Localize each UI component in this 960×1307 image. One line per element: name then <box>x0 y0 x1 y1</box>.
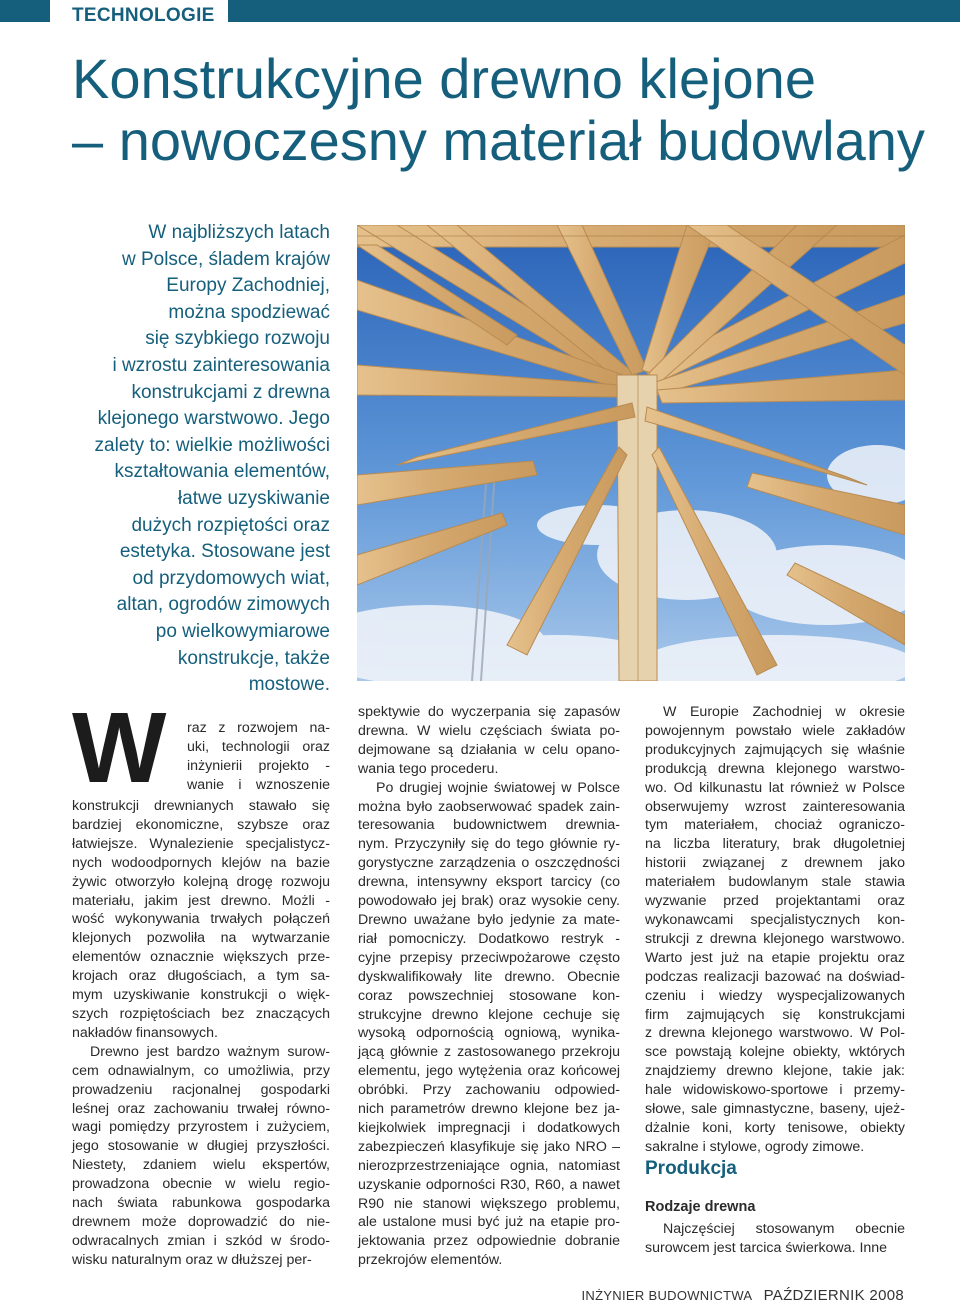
text-line: powodowało jej brak) oraz wysokie ceny. <box>358 893 620 910</box>
text-line: elementu, jego wytężenia oraz końcowej <box>358 1063 620 1080</box>
text-line: nach świata rabunkowa gospodarka <box>72 1195 330 1212</box>
section-label: TECHNOLOGIE <box>62 0 225 30</box>
text-line: można było zaobserwować spadek zain- <box>358 798 620 815</box>
text-line: Najczęściej stosowanym obecnie <box>663 1221 905 1237</box>
text-line: jącą głównie z zastosowanego przekroju <box>358 1044 620 1061</box>
text-line: nierozprzestrzeniające ognia, natomiast <box>358 1157 620 1174</box>
text-line: coraz powszechniej stosowane kon- <box>358 987 620 1004</box>
text-line: przekrojów elementów. <box>358 1252 503 1269</box>
text-line: firm zajmujących się konstrukcjami <box>645 1006 905 1023</box>
lead-line: altan, ogrodów zimowych <box>116 594 330 616</box>
text-line: historii związanej z drewnem jako <box>645 855 905 872</box>
text-line: drewna. W wielu częściach świata po- <box>358 722 620 739</box>
text-line: krojach oraz długościach, a tym sa- <box>72 968 330 985</box>
text-line: znajdziemy drewno klejone, takie jak: <box>645 1063 905 1080</box>
drop-cap: W <box>72 692 167 804</box>
text-line: z drewna klejonego warstwowo. W Pol- <box>645 1025 905 1042</box>
text-line: wisku naturalnym oraz w dłuższej per- <box>72 1251 312 1268</box>
lead-line: kształtowania elementów, <box>114 461 330 483</box>
lead-line: konstrukcjami z drewna <box>131 381 330 403</box>
timber-roof-frame-photo <box>357 225 905 681</box>
text-line: dyskwalifikowały lite drewno. Obecnie <box>358 968 620 985</box>
text-line: strukcji z drewna klejonego warstwowo. <box>645 930 905 947</box>
text-line: elementów oznacznie większych prze- <box>72 949 330 966</box>
text-line: zabezpieczeń klasyfikuje się jako NRO – <box>358 1138 620 1155</box>
lead-line: mostowe. <box>248 674 330 696</box>
title-line-1: Konstrukcyjne drewno klejone <box>72 47 816 110</box>
text-line: Po drugiej wojnie światowej w Polsce <box>376 779 620 796</box>
lead-line: się szybkiego rozwoju <box>145 328 330 350</box>
text-line: gorystyczne zarządzenia o oszczędności <box>358 855 620 872</box>
text-line: prowadzona obecnie w wielu regio- <box>72 1176 330 1193</box>
text-line: drewnem może doprowadzić do nie- <box>72 1213 330 1230</box>
text-line: cyjne przepisy przeciwpożarowe często <box>358 949 620 966</box>
text-line: konstrukcji drewnianych stawało się <box>72 798 330 814</box>
text-line: szych rozpiętościach bez znaczących <box>72 1005 330 1022</box>
text-line: podczas realizacji bazować na doświad- <box>645 968 905 985</box>
text-line: materiałem budowlanym stale stawia <box>645 874 905 891</box>
text-line: dejmowane są działania w celu opano- <box>358 741 620 758</box>
text-line: strukcyjne drewno klejone cechuje się <box>358 1006 620 1023</box>
text-line: wagi pomiędzy przyrostem i zużyciem, <box>72 1119 330 1136</box>
text-line: wo. Od kilkunastu lat również w Polsce <box>645 779 905 796</box>
text-line: obróbki. Przy zachowaniu odpowied- <box>358 1082 620 1099</box>
subheading-rodzaje-drewna: Rodzaje drewna <box>645 1199 756 1215</box>
text-line: mym uzyskiwanie konstrukcji o więk- <box>72 987 330 1004</box>
text-line: Niestety, zdaniem wielu ekspertów, <box>72 1157 330 1174</box>
column-3 <box>645 703 905 1157</box>
lead-line: po wielkowymiarowe <box>155 620 330 642</box>
text-line: sce powstają kolejne obiekty, wktórych <box>645 1044 905 1061</box>
text-line: Drewno jest bardzo ważnym surow- <box>90 1043 330 1060</box>
lead-line: i wzrostu zainteresowania <box>112 354 330 376</box>
text-line: surowcem jest tarcica świerkowa. Inne <box>645 1239 888 1256</box>
lead-line: łatwe uzyskiwanie <box>177 487 330 509</box>
lead-line: Europy Zachodniej, <box>166 275 330 297</box>
text-line: tym materiałem, chociaż ograniczo- <box>645 817 905 834</box>
text-line: dżalnie koni, korty tenisowe, obiekty <box>645 1119 905 1136</box>
lead-line: W najbliższych latach <box>148 222 330 243</box>
text-line: sakralne i stylowe, ogrody zimowe. <box>645 1138 865 1155</box>
lead-line: konstrukcje, także <box>177 647 330 669</box>
text-line: uki, technologii oraz <box>187 738 330 755</box>
column-2 <box>358 703 620 1270</box>
text-line: klejonych pozwoliła na wytwarzanie <box>72 930 330 947</box>
lead-line: zalety to: wielkie możliwości <box>94 434 330 456</box>
subheading-produkcja: Produkcja <box>645 1158 737 1179</box>
text-line: riał pomocniczy. Dodatkowo restryk - <box>358 930 620 947</box>
text-line: uzyskanie odporności R30, R60, a nawet <box>358 1176 620 1193</box>
text-line: teresowania budownictwem drewnia- <box>358 817 620 834</box>
text-line: produkcyjnych zajmujących się właśnie <box>645 741 905 758</box>
lead-line: można spodziewać <box>168 301 330 323</box>
lead-line: klejonego warstwowo. Jego <box>97 408 330 430</box>
text-line: wyzwanie przed projektantami oraz <box>645 893 905 910</box>
text-line: W Europie Zachodniej w okresie <box>663 704 905 720</box>
top-bar <box>0 0 960 26</box>
text-line: wysoką odpornością ogniową, wynika- <box>358 1025 620 1042</box>
text-line: wanie i wznoszenie <box>187 776 330 793</box>
text-line: wykonawcami specjalistycznych kon- <box>645 911 905 928</box>
text-line: prowadzeniu racjonalnej gospodarki <box>72 1081 330 1098</box>
text-line: jektowania przez odpowiednie dobranie <box>358 1233 620 1250</box>
text-line: bardziej ekonomiczne, szybsze oraz <box>72 816 330 833</box>
text-line: hale widowiskowo-sportowe i przemy- <box>645 1082 905 1099</box>
text-line: nych wodoodpornych klejów na bazie <box>72 854 330 871</box>
text-line: raz z rozwojem na- <box>187 720 330 736</box>
top-bar-left-segment <box>0 0 50 22</box>
issue-date: PAŹDZIERNIK 2008 <box>763 1287 904 1304</box>
top-bar-right-segment <box>228 0 960 22</box>
text-line: cem odnawialnym, co umożliwia, przy <box>72 1062 330 1079</box>
text-line: spektywie do wyczerpania się zapasów <box>358 704 620 720</box>
text-line: Warto jest już na etapie projektu oraz <box>645 949 905 966</box>
lead-line: od przydomowych wiat, <box>132 567 330 589</box>
article-title <box>72 48 932 172</box>
title-line-2: – nowoczesny materiał budowlany <box>72 109 925 172</box>
lead-paragraph <box>60 220 330 699</box>
magazine-name: INŻYNIER BUDOWNICTWA <box>581 1288 752 1303</box>
text-line: ale ustalone musi być już na etapie pro- <box>358 1214 620 1231</box>
text-line: jego stosowanie w długiej przyszłości. <box>72 1138 330 1155</box>
text-line: na liczba literatury, brak długoletniej <box>645 836 905 853</box>
text-line: materiału, jakim jest drewno. Możli - <box>72 892 330 909</box>
text-line: R90 nie stanowi większego problemu, <box>358 1195 620 1212</box>
text-line: kiejkolwiek impregnacji i dodatkowych <box>358 1119 620 1136</box>
lead-line: estetyka. Stosowane jest <box>119 541 330 563</box>
column-1 <box>72 797 330 1270</box>
lead-line: dużych rozpiętości oraz <box>131 514 330 536</box>
text-line: czeniu i wiedzy wyspecjalizowanych <box>645 987 905 1004</box>
text-line: odwracalnych zmian i szkód w środo- <box>72 1232 330 1249</box>
lead-line: w Polsce, śladem krajów <box>121 248 330 270</box>
text-line: leśnej oraz zachowaniu trwałej równo- <box>72 1100 330 1117</box>
text-line: wania tego procederu. <box>358 760 499 777</box>
drop-cap-text <box>187 719 330 795</box>
text-line: inżynierii projekto - <box>187 757 330 774</box>
text-line: Drewno uważane było jedynie za mate- <box>358 911 620 928</box>
column-3-continued <box>645 1220 905 1258</box>
text-line: produkcją drewna klejonego warstwo- <box>645 760 905 777</box>
text-line: nakładów finansowych. <box>72 1024 218 1041</box>
page-footer <box>581 1287 904 1304</box>
text-line: powojennym powstało wiele zakładów <box>645 722 905 739</box>
text-line: słowe, sale gimnastyczne, baseny, ujeż- <box>645 1101 905 1118</box>
text-line: wość wykonywania trwałych połączeń <box>72 911 330 928</box>
text-line: łatwiejsze. Wynalezienie specjalistycz- <box>72 835 330 852</box>
text-line: obserwujemy wzrost zainteresowania <box>645 798 905 815</box>
text-line: nich parametrów drewno klejone bez ja- <box>358 1101 620 1118</box>
text-line: drewna, intensywny eksport tarcicy (co <box>358 874 620 891</box>
text-line: żywic otworzyło kolejną drogę rozwoju <box>72 873 330 890</box>
text-line: nym. Przyczyniły się do tego głównie ry- <box>358 836 620 853</box>
